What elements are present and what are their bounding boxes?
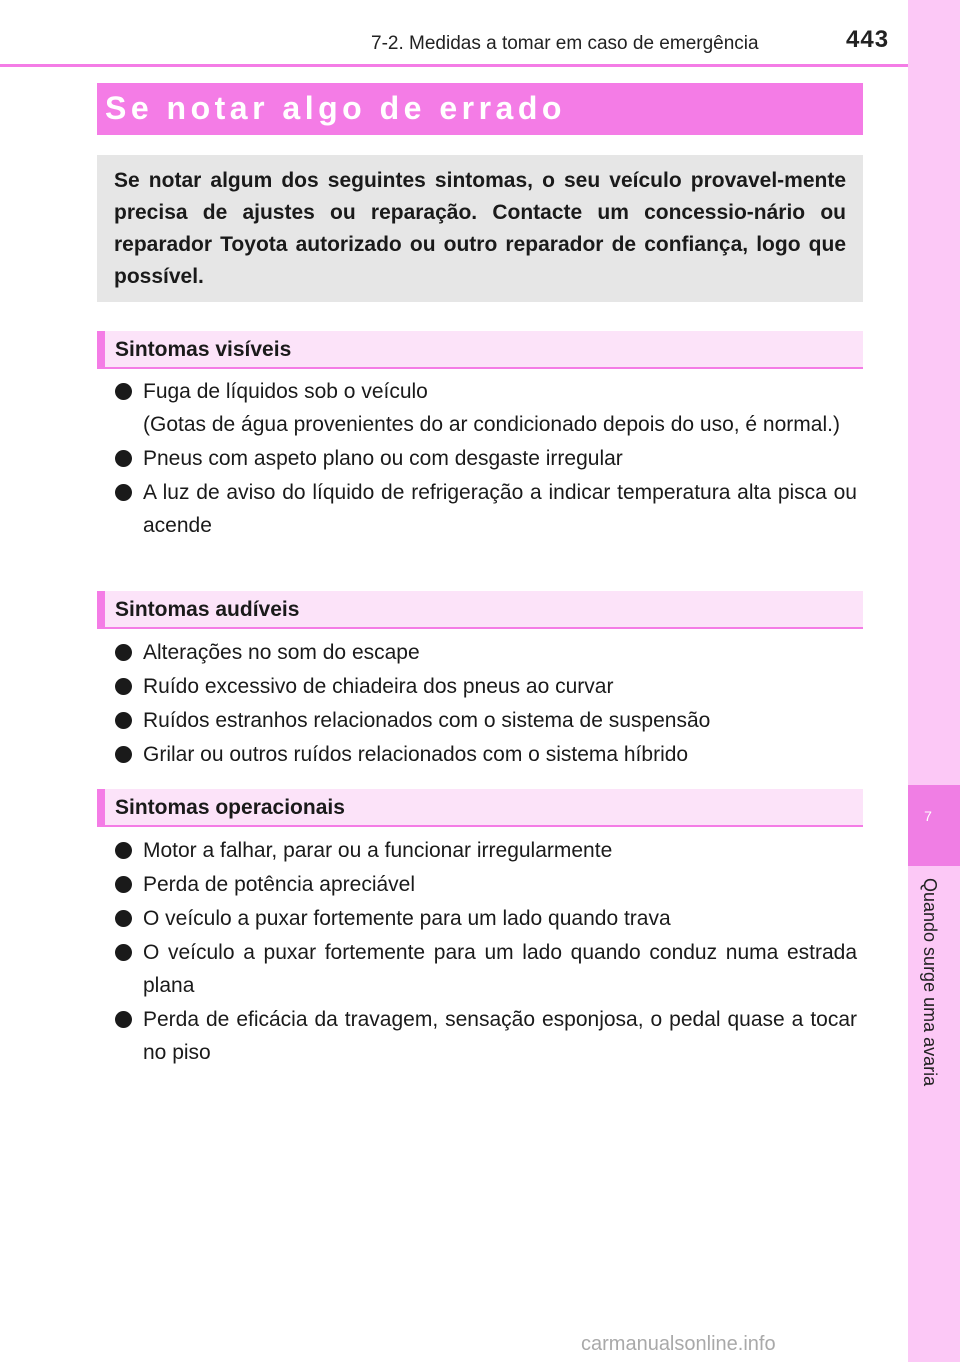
bullet-icon — [115, 746, 132, 763]
item-text: Pneus com aspeto plano ou com desgaste irregular — [143, 447, 623, 470]
bullet-icon — [115, 910, 132, 927]
item-text: O veículo a puxar fortemente para um lado quando trava — [143, 907, 671, 930]
bullet-icon — [115, 712, 132, 729]
item-text: Motor a falhar, parar ou a funcionar irregularmente — [143, 839, 613, 862]
item-text: O veículo a puxar fortemente para um lado quando conduz numa estrada plana — [143, 941, 857, 997]
header-divider — [0, 64, 908, 67]
list-item — [115, 636, 857, 669]
intro-text: Se notar algum dos seguintes sintomas, o seu veículo provavel-mente precisa de ajustes ou reparação. Contacte um concessio-nário ou reparador Toyota autorizado ou outro reparador de confiança, logo que possível. — [114, 169, 846, 288]
list-item — [115, 738, 857, 771]
item-note: (Gotas de água provenientes do ar condicionado depois do uso, é normal.) — [143, 413, 840, 436]
subhead-operational-symptoms — [97, 789, 863, 827]
subhead-visible-symptoms — [97, 331, 863, 369]
chapter-tab-marker — [908, 785, 960, 866]
item-text: Ruído excessivo de chiadeira dos pneus ao curvar — [143, 675, 614, 698]
list-item — [115, 834, 857, 867]
subhead-label: Sintomas visíveis — [115, 338, 292, 361]
item-text: Alterações no som do escape — [143, 641, 420, 664]
list-item — [115, 442, 857, 475]
bullet-icon — [115, 450, 132, 467]
operational-symptoms-list — [115, 834, 857, 1070]
list-item — [115, 902, 857, 935]
item-text: Fuga de líquidos sob o veículo — [143, 380, 428, 403]
bullet-icon — [115, 1011, 132, 1028]
watermark: carmanualsonline.info — [581, 1333, 776, 1355]
bullet-icon — [115, 383, 132, 400]
bullet-icon — [115, 944, 132, 961]
chapter-title: Quando surge uma avaria — [920, 878, 940, 1087]
list-item — [115, 1003, 857, 1069]
audible-symptoms-list — [115, 636, 857, 772]
title-banner — [97, 83, 863, 135]
page-number: 443 — [846, 26, 890, 53]
list-item — [115, 936, 857, 1002]
subhead-audible-symptoms — [97, 591, 863, 629]
intro-box — [97, 155, 863, 302]
subhead-label: Sintomas operacionais — [115, 796, 345, 819]
item-text: Perda de potência apreciável — [143, 873, 416, 896]
bullet-icon — [115, 876, 132, 893]
list-item — [115, 476, 857, 542]
chapter-number: 7 — [924, 808, 932, 824]
list-item — [115, 375, 857, 441]
list-item — [115, 670, 857, 703]
list-item — [115, 704, 857, 737]
subhead-label: Sintomas audíveis — [115, 598, 300, 621]
item-text: Perda de eficácia da travagem, sensação esponjosa, o pedal quase a tocar no piso — [143, 1008, 857, 1064]
page-title: Se notar algo de errado — [105, 90, 566, 126]
item-text: Ruídos estranhos relacionados com o sistema de suspensão — [143, 709, 711, 732]
bullet-icon — [115, 678, 132, 695]
chapter-side-tab — [908, 0, 960, 1362]
list-item — [115, 868, 857, 901]
bullet-icon — [115, 644, 132, 661]
section-label: 7-2. Medidas a tomar em caso de emergência — [371, 33, 759, 54]
bullet-icon — [115, 842, 132, 859]
bullet-icon — [115, 484, 132, 501]
visible-symptoms-list — [115, 375, 857, 543]
item-text: Grilar ou outros ruídos relacionados com o sistema híbrido — [143, 743, 689, 766]
item-text: A luz de aviso do líquido de refrigeração a indicar temperatura alta pisca ou acende — [143, 481, 857, 537]
